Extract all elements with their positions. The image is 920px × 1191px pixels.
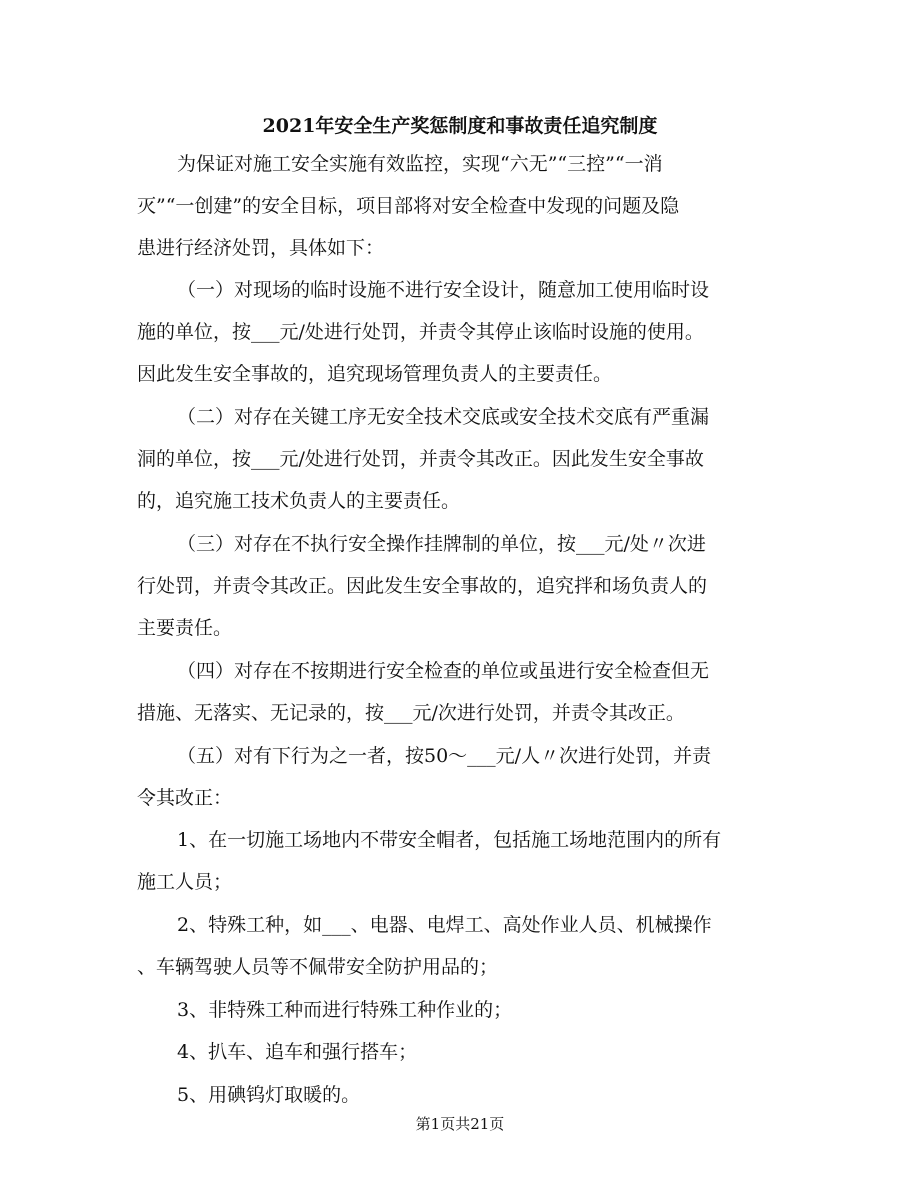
paragraph-line: 3、非特殊工种而进行特殊工种作业的； [177,999,513,1021]
paragraph-line: （三）对存在不执行安全操作挂牌制的单位，按___元/处〃次进 [177,533,706,555]
paragraph-line: 施工人员； [137,871,233,893]
paragraph-line: 4、扒车、追车和强行搭车； [177,1041,418,1063]
document-title: 2021年安全生产奖惩制度和事故责任追究制度 [262,115,658,137]
paragraph-line: 2、特殊工种，如___、电器、电焊工、高处作业人员、机械操作 [177,914,712,936]
page-number: 第1页共21页 [415,1115,505,1133]
paragraph-line: （二）对存在关键工序无安全技术交底或安全技术交底有严重漏 [177,406,710,428]
paragraph-line: 为保证对施工安全实施有效监控，实现“六无”“三控”“一消 [177,153,663,175]
paragraph-line: （五）对有下行为之一者，按50～___元/人〃次进行处罚，并责 [177,745,712,767]
paragraph-line: 洞的单位，按___元/处进行处罚，并责令其改正。因此发生安全事故 [137,448,704,470]
paragraph-line: 施的单位，按___元/处进行处罚，并责令其停止该临时设施的使用。 [137,321,704,343]
paragraph-line: 令其改正： [137,787,233,809]
paragraph-line: 、车辆驾驶人员等不佩带安全防护用品的； [137,956,499,978]
paragraph-line: 措施、无落实、无记录的，按___元/次进行处罚，并责令其改正。 [137,702,685,724]
paragraph-line: 因此发生安全事故的，追究现场管理负责人的主要责任。 [137,363,613,385]
paragraph-line: 患进行经济处罚，具体如下： [137,237,385,259]
paragraph-line: 灭”“一创建”的安全目标，项目部将对安全检查中发现的问题及隐 [137,195,680,217]
paragraph-line: 5、用碘钨灯取暖的。 [177,1084,361,1106]
paragraph-line: （四）对存在不按期进行安全检查的单位或虽进行安全检查但无 [177,660,710,682]
paragraph-line: （一）对现场的临时设施不进行安全设计，随意加工使用临时设 [177,279,710,301]
paragraph-line: 主要责任。 [137,617,233,639]
paragraph-line: 行处罚，并责令其改正。因此发生安全事故的，追究拌和场负责人的 [137,575,708,597]
paragraph-line: 的，追究施工技术负责人的主要责任。 [137,490,461,512]
paragraph-line: 1、在一切施工场地内不带安全帽者，包括施工场地范围内的所有 [177,829,722,851]
